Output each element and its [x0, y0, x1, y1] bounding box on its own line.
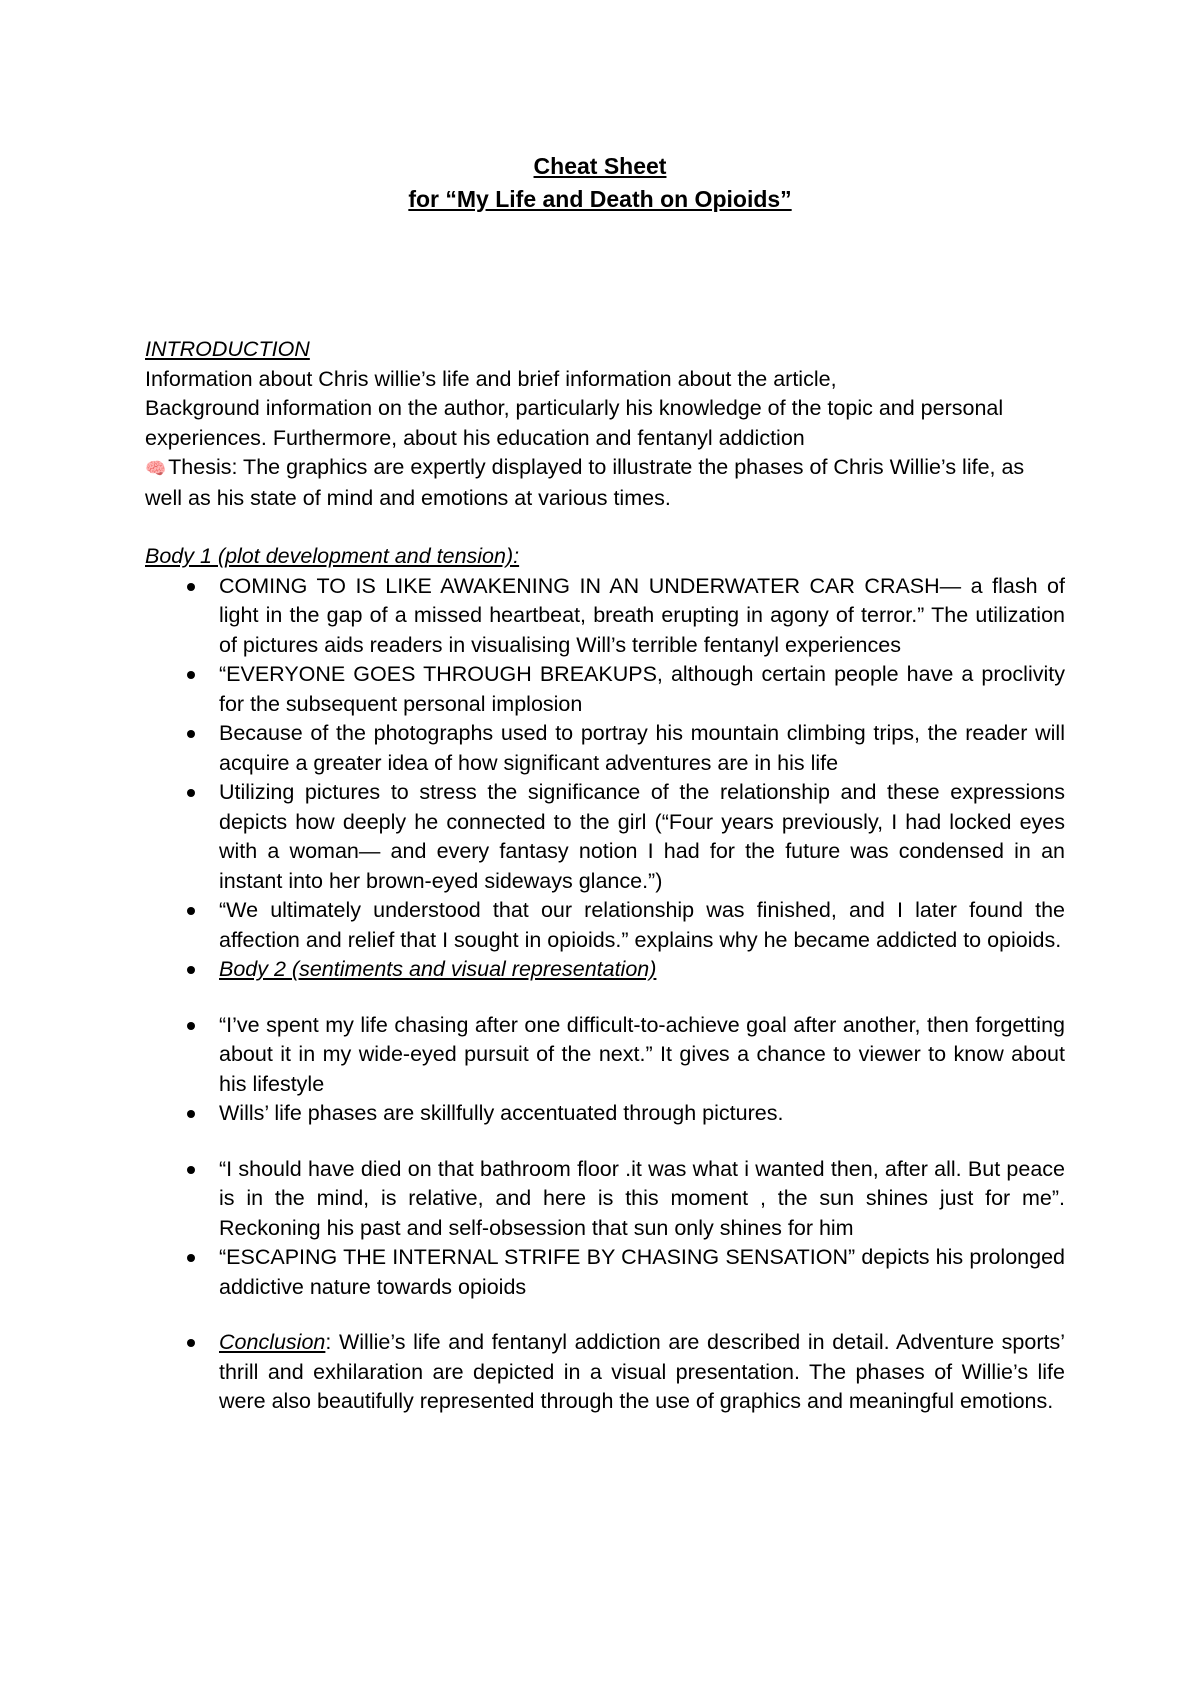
- list-item: “We ultimately understood that our relationship was finished, and I later found the affection and relief that I sought in opioids.” explains why he became addicted to opioids.: [145, 896, 1065, 955]
- body2-heading: Body 2 (sentiments and visual representation): [219, 957, 657, 981]
- body2-list-a: [145, 1011, 1065, 1129]
- spacer: [145, 985, 1065, 1011]
- conclusion-label: Conclusion: [219, 1330, 326, 1354]
- introduction-line-1: Information about Chris willie’s life and brief information about the article,: [145, 366, 837, 391]
- brain-icon: 🧠: [145, 459, 167, 478]
- body1-list: [145, 572, 1065, 985]
- body1-heading: Body 1 (plot development and tension):: [145, 544, 520, 568]
- body2-heading-item: [145, 955, 1065, 985]
- thesis-text: Thesis: The graphics are expertly displayed to illustrate the phases of Chris Willie’s life, as well as his state of mind and emotions at various times.: [145, 455, 1025, 510]
- document-title: Cheat Sheet: [533, 153, 667, 179]
- title-block: [0, 150, 1200, 216]
- spacer: [145, 513, 1065, 542]
- spacer: [145, 1129, 1065, 1155]
- list-item: “I should have died on that bathroom floor .it was what i wanted then, after all. But peace is in the mind, is relative, and here is this moment , the sun shines just for me”. Reckoning his past and self-obsession that sun only shines for him: [145, 1155, 1065, 1244]
- introduction-line-2: Background information on the author, particularly his knowledge of the topic and personal experiences. Furthermore, about his education and fentanyl addiction: [145, 396, 1004, 450]
- list-item: COMING TO IS LIKE AWAKENING IN AN UNDERWATER CAR CRASH— a flash of light in the gap of a missed heartbeat, breath erupting in agony of terror.” The utilization of pictures aids readers in visualising Will’s terrible fentanyl experiences: [145, 572, 1065, 661]
- list-item: “I’ve spent my life chasing after one difficult-to-achieve goal after another, then forgetting about it in my wide-eyed pursuit of the next.” It gives a chance to viewer to know about his lifestyle: [145, 1011, 1065, 1100]
- document-subtitle: for “My Life and Death on Opioids”: [408, 186, 792, 212]
- list-item: Utilizing pictures to stress the significance of the relationship and these expressions depicts how deeply he connected to the girl (“Four years previously, I had locked eyes with a woman— and every fantasy notion I had for the future was condensed in an instant into her brown-eyed sideways glance.”): [145, 778, 1065, 896]
- conclusion-list: [145, 1328, 1065, 1417]
- list-item: Because of the photographs used to portray his mountain climbing trips, the reader will acquire a greater idea of how significant adventures are in his life: [145, 719, 1065, 778]
- thesis-statement: [145, 453, 1065, 513]
- spacer: [145, 1302, 1065, 1328]
- document-body: [145, 335, 1065, 1417]
- conclusion-text: : Willie’s life and fentanyl addiction are described in detail. Adventure sports’ thrill and exhilaration are depicted in a visual presentation. The phases of Willie’s life were also beautifully represented through the use of graphics and meaningful emotions.: [219, 1330, 1065, 1413]
- list-item: “ESCAPING THE INTERNAL STRIFE BY CHASING SENSATION” depicts his prolonged addictive nature towards opioids: [145, 1243, 1065, 1302]
- list-item: “EVERYONE GOES THROUGH BREAKUPS, although certain people have a proclivity for the subsequent personal implosion: [145, 660, 1065, 719]
- introduction-heading: INTRODUCTION: [145, 337, 310, 361]
- body2-list-b: [145, 1155, 1065, 1303]
- list-item: Wills’ life phases are skillfully accentuated through pictures.: [145, 1099, 1065, 1129]
- conclusion-item: [145, 1328, 1065, 1417]
